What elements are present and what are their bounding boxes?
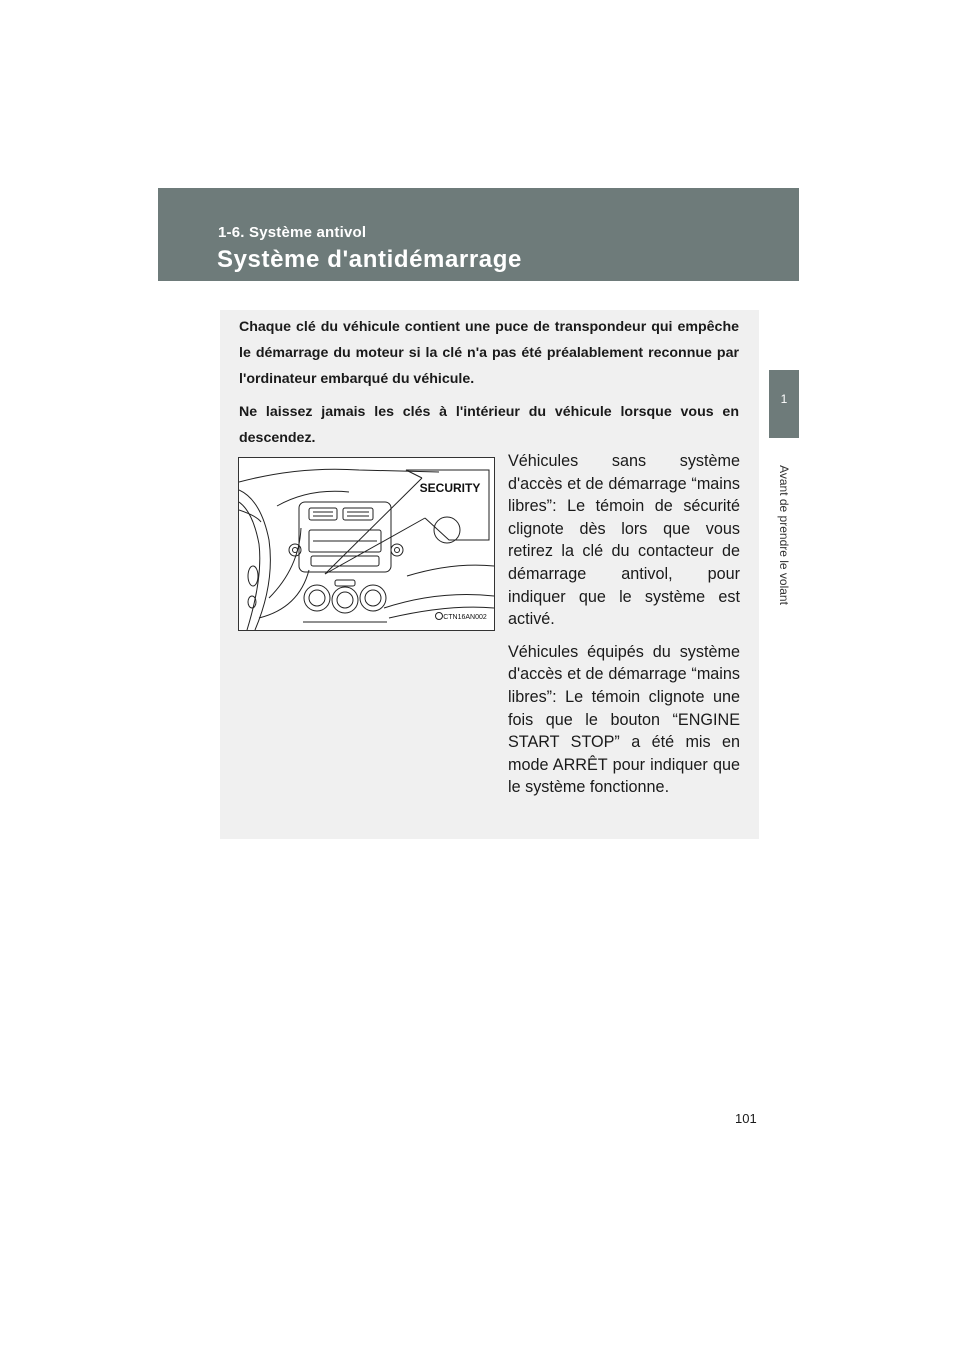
section-header [158, 188, 799, 281]
page-title: Système d'antidémarrage [217, 246, 522, 273]
description-paragraph-1: Véhicules sans système d'accès et de démarrage “mains libres”: Le témoin de sécurité clignote dès lors que vous retirez la clé du contacteur de démarrage antivol, pour indiquer que le système est activé. [508, 452, 740, 629]
info-box [220, 310, 759, 839]
intro-text [239, 314, 739, 458]
dashboard-drawing [239, 458, 494, 630]
intro-paragraph-2: Ne laissez jamais les clés à l'intérieur du véhicule lorsque vous en descendez. [239, 404, 739, 446]
dashboard-illustration [238, 457, 495, 631]
chapter-number: 1 [780, 392, 788, 406]
figure-code: CTN16AN002 [443, 614, 487, 621]
chapter-title: Avant de prendre le volant [777, 465, 791, 605]
security-indicator-label: SECURITY [419, 481, 481, 495]
intro-paragraph-1: Chaque clé du véhicule contient une puce de transpondeur qui empêche le démarrage du moteur si la clé n'a pas été préalablement reconnue par l'ordinateur embarqué du véhicule. [239, 319, 739, 387]
chapter-tab [769, 370, 799, 438]
page-number: 101 [735, 1111, 757, 1126]
description-column [508, 450, 740, 809]
description-paragraph-2: Véhicules équipés du système d'accès et de démarrage “mains libres”: Le témoin clignote une fois que le bouton “ENGINE START STOP” a été mis en mode ARRÊT pour indiquer que le système fonctionne. [508, 642, 740, 797]
chapter-title-wrap [769, 440, 799, 630]
section-label: 1-6. Système antivol [218, 224, 367, 241]
